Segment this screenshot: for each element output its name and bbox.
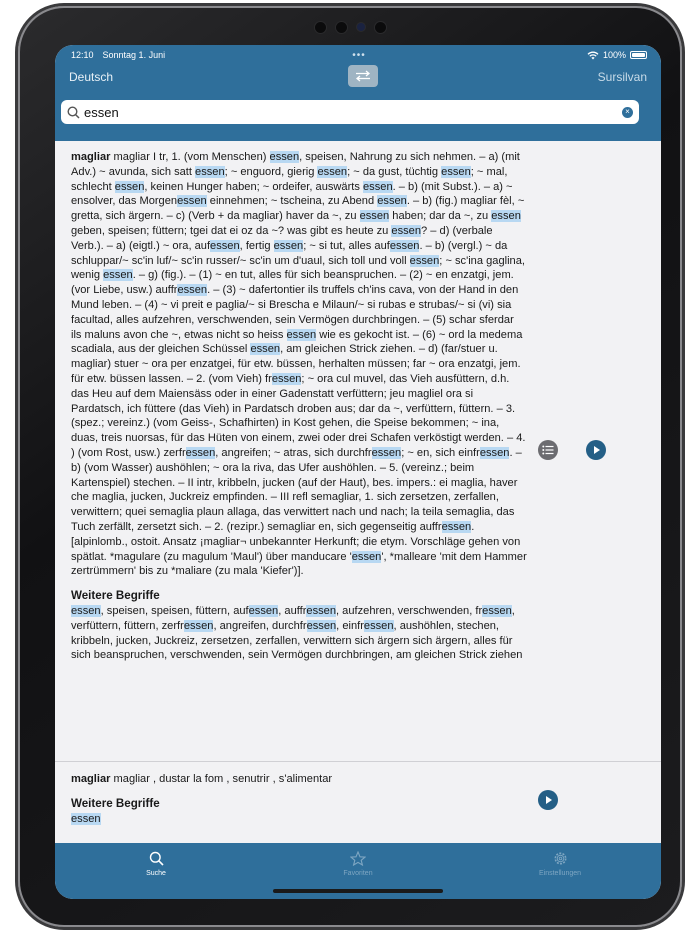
match-highlight: essen [389,239,420,252]
search-icon [67,106,80,119]
ipad-frame [18,6,682,927]
match-highlight: essen [273,239,304,252]
tab-label: Favoriten [343,870,373,877]
match-highlight: essen [250,343,281,356]
more-terms-list: essen, speisen, speisen, füttern, aufessen, auffressen, aufzehren, verschwenden, fressen, verfüttern, füttern, zerfressen, angreifen, durchfressen, einfressen, aushöhlen, stechen, kribbeln, jucken, Juckreiz, zersetzen, zerfallen, verwittern sich ärgern sich ärgern, alles für sich beanspruchen, verschwenden, sein Vermögen durchbringen, am gleichen Strick ziehen [71,604,523,662]
sensor-icon [315,22,326,33]
match-highlight: essen [391,224,422,237]
status-bar [71,48,647,62]
match-highlight: essen [363,180,393,193]
match-highlight: essen [71,812,101,825]
status-date: Sonntag 1. Juni [102,50,166,60]
more-terms-heading: Weitere Begriffe [71,796,160,810]
app-screen [55,45,661,899]
match-highlight: essen [248,604,279,617]
battery-icon [630,51,647,59]
search-input[interactable] [84,105,622,120]
match-highlight: essen [269,151,300,163]
match-highlight: essen [177,284,208,297]
target-language[interactable]: Sursilvan [597,70,647,84]
more-terms-list [71,812,527,827]
gear-icon [553,851,568,866]
match-highlight: essen [195,165,225,178]
sensor-icon [336,22,347,33]
entry-headword: magliar [71,773,111,785]
wifi-icon [587,51,599,60]
swap-languages-button[interactable] [348,65,378,87]
play-icon [592,445,601,455]
tab-label: Einstellungen [538,870,582,877]
language-nav [69,65,647,89]
match-highlight: essen [491,210,521,223]
play-audio-button[interactable] [538,790,558,810]
match-highlight: essen [103,269,133,282]
match-highlight: essen [306,619,337,632]
match-highlight: essen [183,619,214,632]
entry-headword: magliar [71,151,111,163]
more-terms-heading: Weitere Begriffe [71,589,160,603]
home-indicator[interactable] [273,889,443,893]
star-icon [350,851,366,866]
details-list-button[interactable] [538,440,558,460]
entry-definition: magliar magliar I tr, 1. (vom Menschen) essen, speisen, Nahrung zu sich nehmen. – a) (mit Adv.) ~ avunda, sich satt essen; ~ enguord, gierig essen; ~ da gust, tüchtig essen; ~ mal, schlecht essen, keinen Hunger haben; ~ ordeifer, auswärts essen. – b) (mit Subst.). – a) ~ ensolver, das Morgenessen einnehmen; ~ tscheina, zu Abend essen. – b) (fig.) magliar fèl, ~ gretta, sich ärgern. – c) (Verb + da magliar) haver da ~, zu essen haben; dar da ~, zu essen geben, speisen; füttern; tgei dat ei oz da ~? was gibt es heute zu essen? – d) (verbale Verb.). – a) (eigtl.) ~ ora, aufessen, fertig essen; ~ si tut, alles aufessen. – b) (vergl.) ~ da schluppar/~ sc'in luf/~ sc'in russer/~ sc'in um d'uaul, sich toll und voll essen; ~ sc'ina gaglina, wenig essen. – g) (fig.). – (1) ~ en tut, alles für sich beanspruchen. – (2) ~ en enzatgi, jem. (vor Liebe, usw.) auffressen. – (3) ~ dafertontier ils truffels ch'ins cava, von der Hand in den Mund leben. – (4) ~ vi preit e paglia/~ si Brescha e Milaun/~ si rubas e strubas/~ si (vi) sia facultad, alles aufzehren, verschwenden, sein Vermögen durchbringen. – (5) schar sferdar ils maluns avon che ~, etwas nicht so heiss essen wie es gekocht ist. – (6) ~ ord la medema scadiala, aus der gleichen Schüssel essen, am gleichen Strick ziehen. – d) (far/stuer u. magliar) stuer ~ ora per enzatgei, für etw. büssen, herhalten müssen; far ~ ora enzatgi, jem. für etw. büssen lassen. – 2. (vom Vieh) fressen; ~ ora cul muvel, das Vieh ausfüttern, d.h. das Heu auf dem Maiensäss oder in einer Gadenstatt verfüttern; jeu magliel ora si Pardatsch, ich füttere (das Vieh) in Pardatsch droben aus; dar da ~, verfüttern, füttern. – 3. (spez.; vereinz.) (vom Geiss-, Schafhirten) in Kost gehen, die Speise bekommen; ~ ina, duas, treis nuorsas, für das Hüten von einem, zwei oder drei Schafen verköstigt werden. – 4. ) (vom Rost, usw.) zerfressen, angreifen; ~ atras, sich durchfressen; ~ en, sich einfressen. – b) (vom Wasser) aushöhlen; ~ ora la riva, das Ufer aushöhlen. – 5. (vereinz.; beim Kartenspiel) stechen. – II intr, kribbeln, jucken (auf der Haut), bes. impers.: ei maglia, haver che maglia, jucken, Juckreiz empfinden. – III refl semagliar, 1. sich zersetzen, zerfallen, verwittern; quei semaglia plaun allaga, das verwittert nach und nach; la teila semaglia, das Tuch zerfällt, zersetzt sich. – 2. (rezipr.) semagliar en, sich gegenseitig auffressen. [alpinlomb., ostoit. Ansatz ¡magliar¬ unbekannter Herkunft; die etym. Vorschläge gehen von spätlat. *magulare (zu magulum 'Maul') über manducare 'essen', *malleare 'mit dem Hammer zertrümmern' bis zu *maliare (zu mala 'Kiefer')]. Weitere Begriffe essen, speisen, speisen, füttern, aufessen, auffressen, aufzehren, verschwenden, fressen, verfüttern, füttern, zerfressen, angreifen, durchfressen, einfressen, aushöhlen, stechen, kribbeln, jucken, Juckreiz, zersetzen, zerfallen, verwittern sich ärgern sich ärgern, alles für sich beanspruchen, verschwenden, sein Vermögen durchbringen, am gleichen Strick ziehen [71,151,527,662]
camera-strip [18,19,682,35]
match-highlight: essen [114,180,145,193]
match-highlight: essen [359,210,390,223]
battery-percent: 100% [602,50,626,60]
search-bar [61,100,639,124]
entry-definition: magliar magliar , dustar la fom , senutrir , s'alimentar Weitere Begriffe essen [71,772,527,826]
match-highlight: essen [351,550,382,563]
match-highlight: essen [409,254,440,267]
list-icon [542,445,554,455]
tab-settings[interactable] [459,843,661,899]
match-highlight: essen [177,195,207,208]
match-highlight: essen [210,239,240,252]
match-highlight: essen [363,619,394,632]
match-highlight: essen [306,604,337,617]
result-entry[interactable] [55,141,661,762]
play-audio-button[interactable] [586,440,606,460]
tab-label: Suche [146,870,166,877]
status-time: 12:10 [71,50,94,60]
search-icon [149,851,164,866]
match-highlight: essen [479,446,510,459]
play-icon [544,795,553,805]
match-highlight: essen [377,195,407,208]
match-highlight: essen [441,520,472,533]
match-highlight: essen [371,446,402,459]
match-highlight: essen [185,446,216,459]
result-entry[interactable] [55,763,661,843]
tab-search[interactable] [55,843,257,899]
match-highlight: essen [317,165,348,178]
match-highlight: essen [271,372,302,385]
sensor-icon [375,22,386,33]
source-language[interactable]: Deutsch [69,70,114,84]
swap-arrows-icon [354,70,372,82]
clear-search-icon[interactable]: × [622,107,633,118]
multitasking-dots[interactable]: ••• [352,49,366,61]
match-highlight: essen [71,604,101,617]
top-bar [55,45,661,141]
front-camera-icon [357,23,365,31]
match-highlight: essen [441,165,471,178]
match-highlight: essen [286,328,317,341]
match-highlight: essen [482,604,512,617]
results-list [55,141,661,843]
